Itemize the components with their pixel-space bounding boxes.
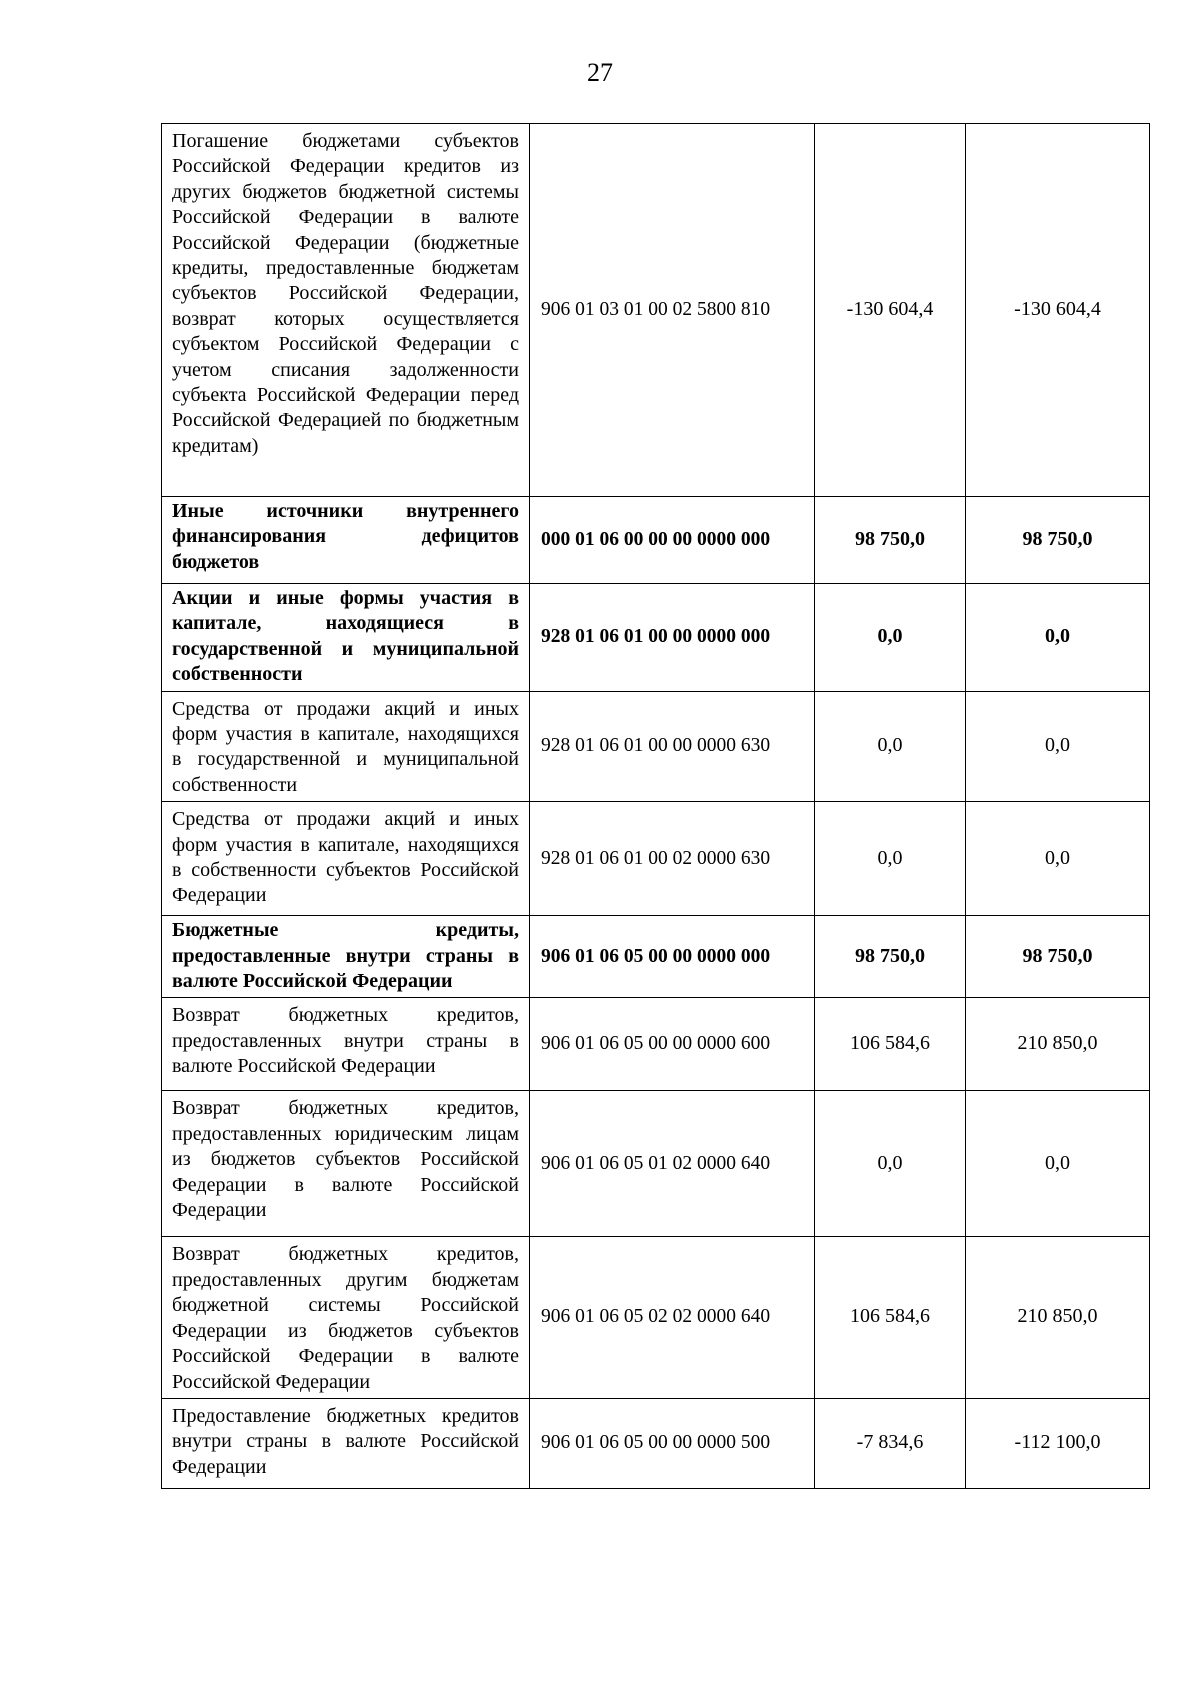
- row-value-1: 106 584,6: [815, 998, 966, 1091]
- row-code: 906 01 06 05 00 00 0000 000: [530, 916, 815, 998]
- row-value-1: 106 584,6: [815, 1237, 966, 1398]
- row-name: Возврат бюджетных кредитов, предоставленных внутри страны в валюте Российской Федерации: [162, 998, 530, 1091]
- row-code: 906 01 06 05 00 00 0000 600: [530, 998, 815, 1091]
- row-code: 906 01 06 05 00 00 0000 500: [530, 1398, 815, 1488]
- row-value-1: 0,0: [815, 802, 966, 916]
- table-row: [162, 1398, 1150, 1488]
- row-value-1: 98 750,0: [815, 916, 966, 998]
- row-code: 906 01 03 01 00 02 5800 810: [530, 124, 815, 497]
- row-value-1: -7 834,6: [815, 1398, 966, 1488]
- table-row: [162, 802, 1150, 916]
- row-name: Предоставление бюджетных кредитов внутри страны в валюте Российской Федерации: [162, 1398, 530, 1488]
- row-value-1: 0,0: [815, 1091, 966, 1237]
- row-name: Акции и иные формы участия в капитале, находящиеся в государственной и муниципальной собственности: [162, 584, 530, 692]
- row-value-2: 210 850,0: [966, 1237, 1150, 1398]
- row-code: 928 01 06 01 00 02 0000 630: [530, 802, 815, 916]
- row-name: Возврат бюджетных кредитов, предоставленных другим бюджетам бюджетной системы Российской Федерации из бюджетов субъектов Российской Федерации в валюте Российской Федерации: [162, 1237, 530, 1398]
- row-value-1: -130 604,4: [815, 124, 966, 497]
- page-number: 27: [587, 58, 613, 87]
- table-row: [162, 691, 1150, 802]
- row-value-2: -112 100,0: [966, 1398, 1150, 1488]
- row-value-1: 98 750,0: [815, 497, 966, 584]
- row-value-1: 0,0: [815, 691, 966, 802]
- row-code: 928 01 06 01 00 00 0000 000: [530, 584, 815, 692]
- table-row: [162, 497, 1150, 584]
- row-name: Средства от продажи акций и иных форм участия в капитале, находящихся в собственности субъектов Российской Федерации: [162, 802, 530, 916]
- row-code: 928 01 06 01 00 00 0000 630: [530, 691, 815, 802]
- row-value-1: 0,0: [815, 584, 966, 692]
- table-row: [162, 1091, 1150, 1237]
- row-name: Возврат бюджетных кредитов, предоставленных юридическим лицам из бюджетов субъектов Российской Федерации в валюте Российской Федерации: [162, 1091, 530, 1237]
- table-row: [162, 916, 1150, 998]
- table-row: [162, 124, 1150, 497]
- row-name: Погашение бюджетами субъектов Российской Федерации кредитов из других бюджетов бюджетной системы Российской Федерации в валюте Российской Федерации (бюджетные кредиты, предоставленные бюджетам субъектов Российской Федерации, возврат которых осуществляется субъектом Российской Федерации с учетом списания задолженности субъекта Российской Федерации перед Российской Федерацией по бюджетным кредитам): [162, 124, 530, 497]
- row-value-2: 0,0: [966, 1091, 1150, 1237]
- row-value-2: 98 750,0: [966, 497, 1150, 584]
- row-code: 906 01 06 05 02 02 0000 640: [530, 1237, 815, 1398]
- row-value-2: 0,0: [966, 691, 1150, 802]
- row-name: Иные источники внутреннего финансирования дефицитов бюджетов: [162, 497, 530, 584]
- row-value-2: -130 604,4: [966, 124, 1150, 497]
- row-value-2: 98 750,0: [966, 916, 1150, 998]
- row-code: 906 01 06 05 01 02 0000 640: [530, 1091, 815, 1237]
- row-name: Средства от продажи акций и иных форм участия в капитале, находящихся в государственной и муниципальной собственности: [162, 691, 530, 802]
- row-name: Бюджетные кредиты, предоставленные внутри страны в валюте Российской Федерации: [162, 916, 530, 998]
- row-code: 000 01 06 00 00 00 0000 000: [530, 497, 815, 584]
- row-value-2: 210 850,0: [966, 998, 1150, 1091]
- row-value-2: 0,0: [966, 802, 1150, 916]
- table-row: [162, 998, 1150, 1091]
- table-row: [162, 584, 1150, 692]
- table-row: [162, 1237, 1150, 1398]
- row-value-2: 0,0: [966, 584, 1150, 692]
- budget-sources-table: [161, 123, 1150, 1489]
